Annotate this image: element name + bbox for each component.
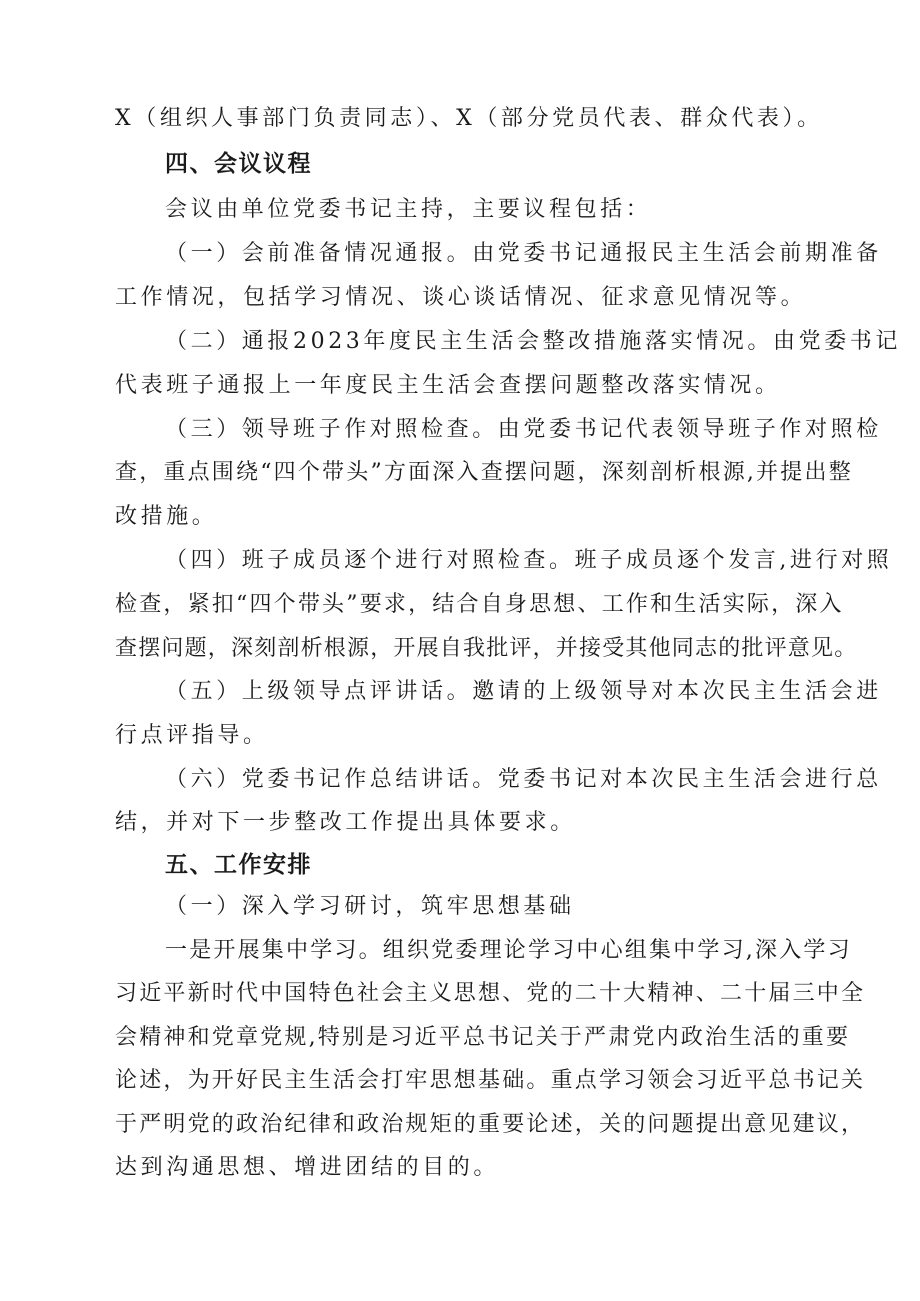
- paragraph-line: （三）领导班子作对照检查。由党委书记代表领导班子作对照检: [165, 417, 882, 442]
- paragraph-line: 一是开展集中学习。组织党委理论学习中心组集中学习,深入学习: [165, 938, 852, 963]
- paragraph-line: （五）上级领导点评讲话。邀请的上级领导对本次民主生活会进: [165, 679, 882, 704]
- paragraph-line: 改措施。: [115, 504, 218, 529]
- paragraph-line: 查，重点围绕“四个带头”方面深入查摆问题，深刻剖析根源,并提出整: [115, 460, 853, 485]
- paragraph-line: （二）通报2023年度民主生活会整改措施落实情况。由党委书记: [165, 329, 901, 354]
- paragraph-line: 结，并对下一步整改工作提出具体要求。: [115, 810, 576, 835]
- paragraph-line: 行点评指导。: [115, 723, 269, 748]
- paragraph-line: 工作情况，包括学习情况、谈心谈话情况、征求意见情况等。: [115, 285, 807, 310]
- paragraph-line: （四）班子成员逐个进行对照检查。班子成员逐个发言,进行对照: [165, 548, 893, 573]
- paragraph-line: 代表班子通报上一年度民主生活会查摆问题整改落实情况。: [115, 373, 781, 398]
- subsection-heading: （一）深入学习研讨，筑牢思想基础: [165, 894, 575, 919]
- paragraph-line: （六）党委书记作总结讲话。党委书记对本次民主生活会进行总: [165, 767, 882, 792]
- paragraph-line: 会议由单位党委书记主持，主要议程包括：: [165, 197, 652, 222]
- paragraph-line: 达到沟通思想、增进团结的目的。: [115, 1155, 500, 1180]
- paragraph-line: （一）会前准备情况通报。由党委书记通报民主生活会前期准备: [165, 241, 882, 266]
- section-heading-work-arrangement: 五、工作安排: [165, 852, 312, 878]
- paragraph-line: 查摆问题，深刻剖析根源，开展自我批评，并接受其他同志的批评意见。: [115, 636, 858, 661]
- paragraph-line: X（组织人事部门负责同志）、X（部分党员代表、群众代表）。: [115, 106, 823, 131]
- paragraph-line: 论述，为开好民主生活会打牢思想基础。重点学习领会习近平总书记关: [115, 1068, 866, 1093]
- paragraph-line: 于严明党的政治纪律和政治规矩的重要论述，关的问题提出意见建议，: [115, 1112, 866, 1137]
- paragraph-line: 习近平新时代中国特色社会主义思想、党的二十大精神、二十届三中全: [115, 981, 866, 1006]
- section-heading-agenda: 四、会议议程: [165, 151, 312, 177]
- paragraph-line: 检查，紧扣“四个带头”要求，结合自身思想、工作和生活实际，深入: [115, 592, 844, 617]
- paragraph-line: 会精神和党章党规,特别是习近平总书记关于严肃党内政治生活的重要: [115, 1025, 851, 1050]
